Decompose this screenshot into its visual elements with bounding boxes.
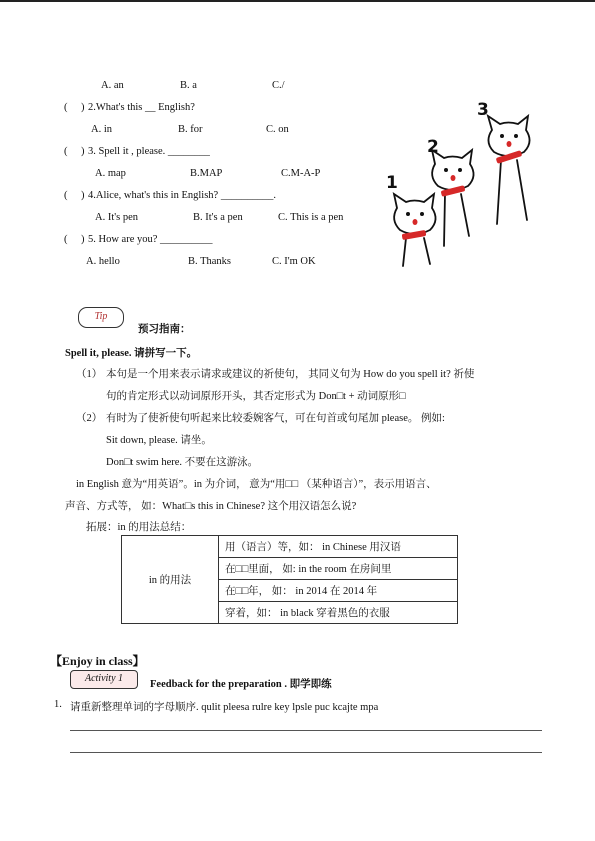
q2-paren-open: ( [64, 102, 68, 113]
table-cell: 用（语言）等，如： in Chinese 用汉语 [219, 536, 458, 558]
point-2-line-1: 有时为了使祈使句听起来比较委婉客气，可在句首或句尾加 please。 例如: [106, 413, 445, 424]
cat-2-leg-right [461, 194, 469, 236]
point-1-line-1: 本句是一个用来表示请求或建议的祈使句， 其同义句为 How do you spell it? 祈使 [106, 369, 475, 380]
enjoy-heading: 【Enjoy in class】 [50, 654, 145, 668]
answer-line-1 [70, 730, 542, 731]
question-1-text: 请重新整理单词的字母顺序. qulit pleesa rulre key lpsle puc kcajte mpa [70, 702, 379, 713]
table-head-cell: in 的用法 [122, 536, 219, 624]
q4-option-c: C. This is a pen [278, 212, 344, 223]
q5-option-b: B. Thanks [188, 256, 231, 267]
q2-option-c: C. on [266, 124, 289, 135]
q4-option-b: B. It's a pen [193, 212, 243, 223]
activity-badge-label: Activity 1 [84, 673, 124, 684]
q5-paren-close: ) [81, 234, 85, 245]
cats-illustration [380, 96, 545, 272]
q4-paren-open: ( [64, 190, 68, 201]
q5-option-c: C. I'm OK [272, 256, 316, 267]
cat-number-3: 3 [477, 100, 489, 120]
q2-paren-close: ) [81, 102, 85, 113]
q2-option-a: A. in [91, 124, 112, 135]
example-2: Don□t swim here. 不要在这游泳。 [106, 457, 259, 468]
table-row [122, 536, 458, 558]
point-2-number: （2） [76, 413, 103, 424]
q5-paren-open: ( [64, 234, 68, 245]
activity-badge [70, 670, 138, 689]
question-1-number: 1. [54, 699, 62, 710]
tip-label: Tip [94, 311, 108, 322]
q3-option-b: B.MAP [190, 168, 223, 179]
activity-title: Feedback for the preparation . 即学即练 [150, 679, 332, 690]
table-cell: 穿着，如： in black 穿着黑色的衣服 [219, 602, 458, 624]
q3-paren-close: ) [81, 146, 85, 157]
guide-title: 预习指南： [138, 324, 191, 335]
q1-option-a: A. an [101, 80, 124, 91]
guide-heading: Spell it, please. 请拼写一下。 [65, 348, 198, 359]
cat-3-head [488, 116, 530, 156]
point-1-number: （1） [76, 369, 103, 380]
table-cell: 在□□年， 如： in 2014 在 2014 年 [219, 580, 458, 602]
example-1: Sit down, please. 请坐。 [106, 435, 212, 446]
in-english-line-2: 声音、方式等， 如：What□s this in Chinese? 这个用汉语怎么说? [65, 501, 357, 512]
q5-option-a: A. hello [86, 256, 120, 267]
table-cell: 在□□里面， 如: in the room 在房间里 [219, 558, 458, 580]
cat-3-leg-left [497, 160, 501, 224]
cat-3-leg-right [517, 160, 527, 220]
cat-2-leg-left [444, 194, 445, 246]
cat-1-leg-left [403, 238, 406, 266]
q4-option-a: A. It's pen [95, 212, 139, 223]
q4-paren-close: ) [81, 190, 85, 201]
q3-option-c: C.M-A-P [281, 168, 321, 179]
q1-option-b: B. a [180, 80, 197, 91]
q3-text: 3. Spell it , please. ________ [88, 146, 210, 157]
q4-text: 4.Alice, what's this in English? __________. [88, 190, 276, 201]
cat-number-1: 1 [386, 173, 398, 193]
in-english-line-1: in English 意为“用英语”。in 为介词， 意为“用□□ （某种语言）”，表示用语言、 [76, 479, 437, 490]
q3-option-a: A. map [95, 168, 126, 179]
cat-1-head [394, 194, 436, 234]
answer-line-2 [70, 752, 542, 753]
q3-paren-open: ( [64, 146, 68, 157]
q1-option-c: C./ [272, 80, 285, 91]
q5-text: 5. How are you? __________ [88, 234, 213, 245]
in-usage-table [121, 535, 458, 624]
q2-option-b: B. for [178, 124, 203, 135]
cat-number-2: 2 [427, 137, 439, 157]
cat-1-leg-right [424, 238, 430, 264]
point-1-line-2: 句的肯定形式以动词原形开头，其否定形式为 Don□t + 动词原形□ [106, 391, 406, 402]
tip-badge [78, 307, 124, 328]
expand-label: 拓展：in 的用法总结： [86, 522, 192, 533]
top-rule [0, 0, 595, 2]
q2-text: 2.What's this __ English? [88, 102, 195, 113]
